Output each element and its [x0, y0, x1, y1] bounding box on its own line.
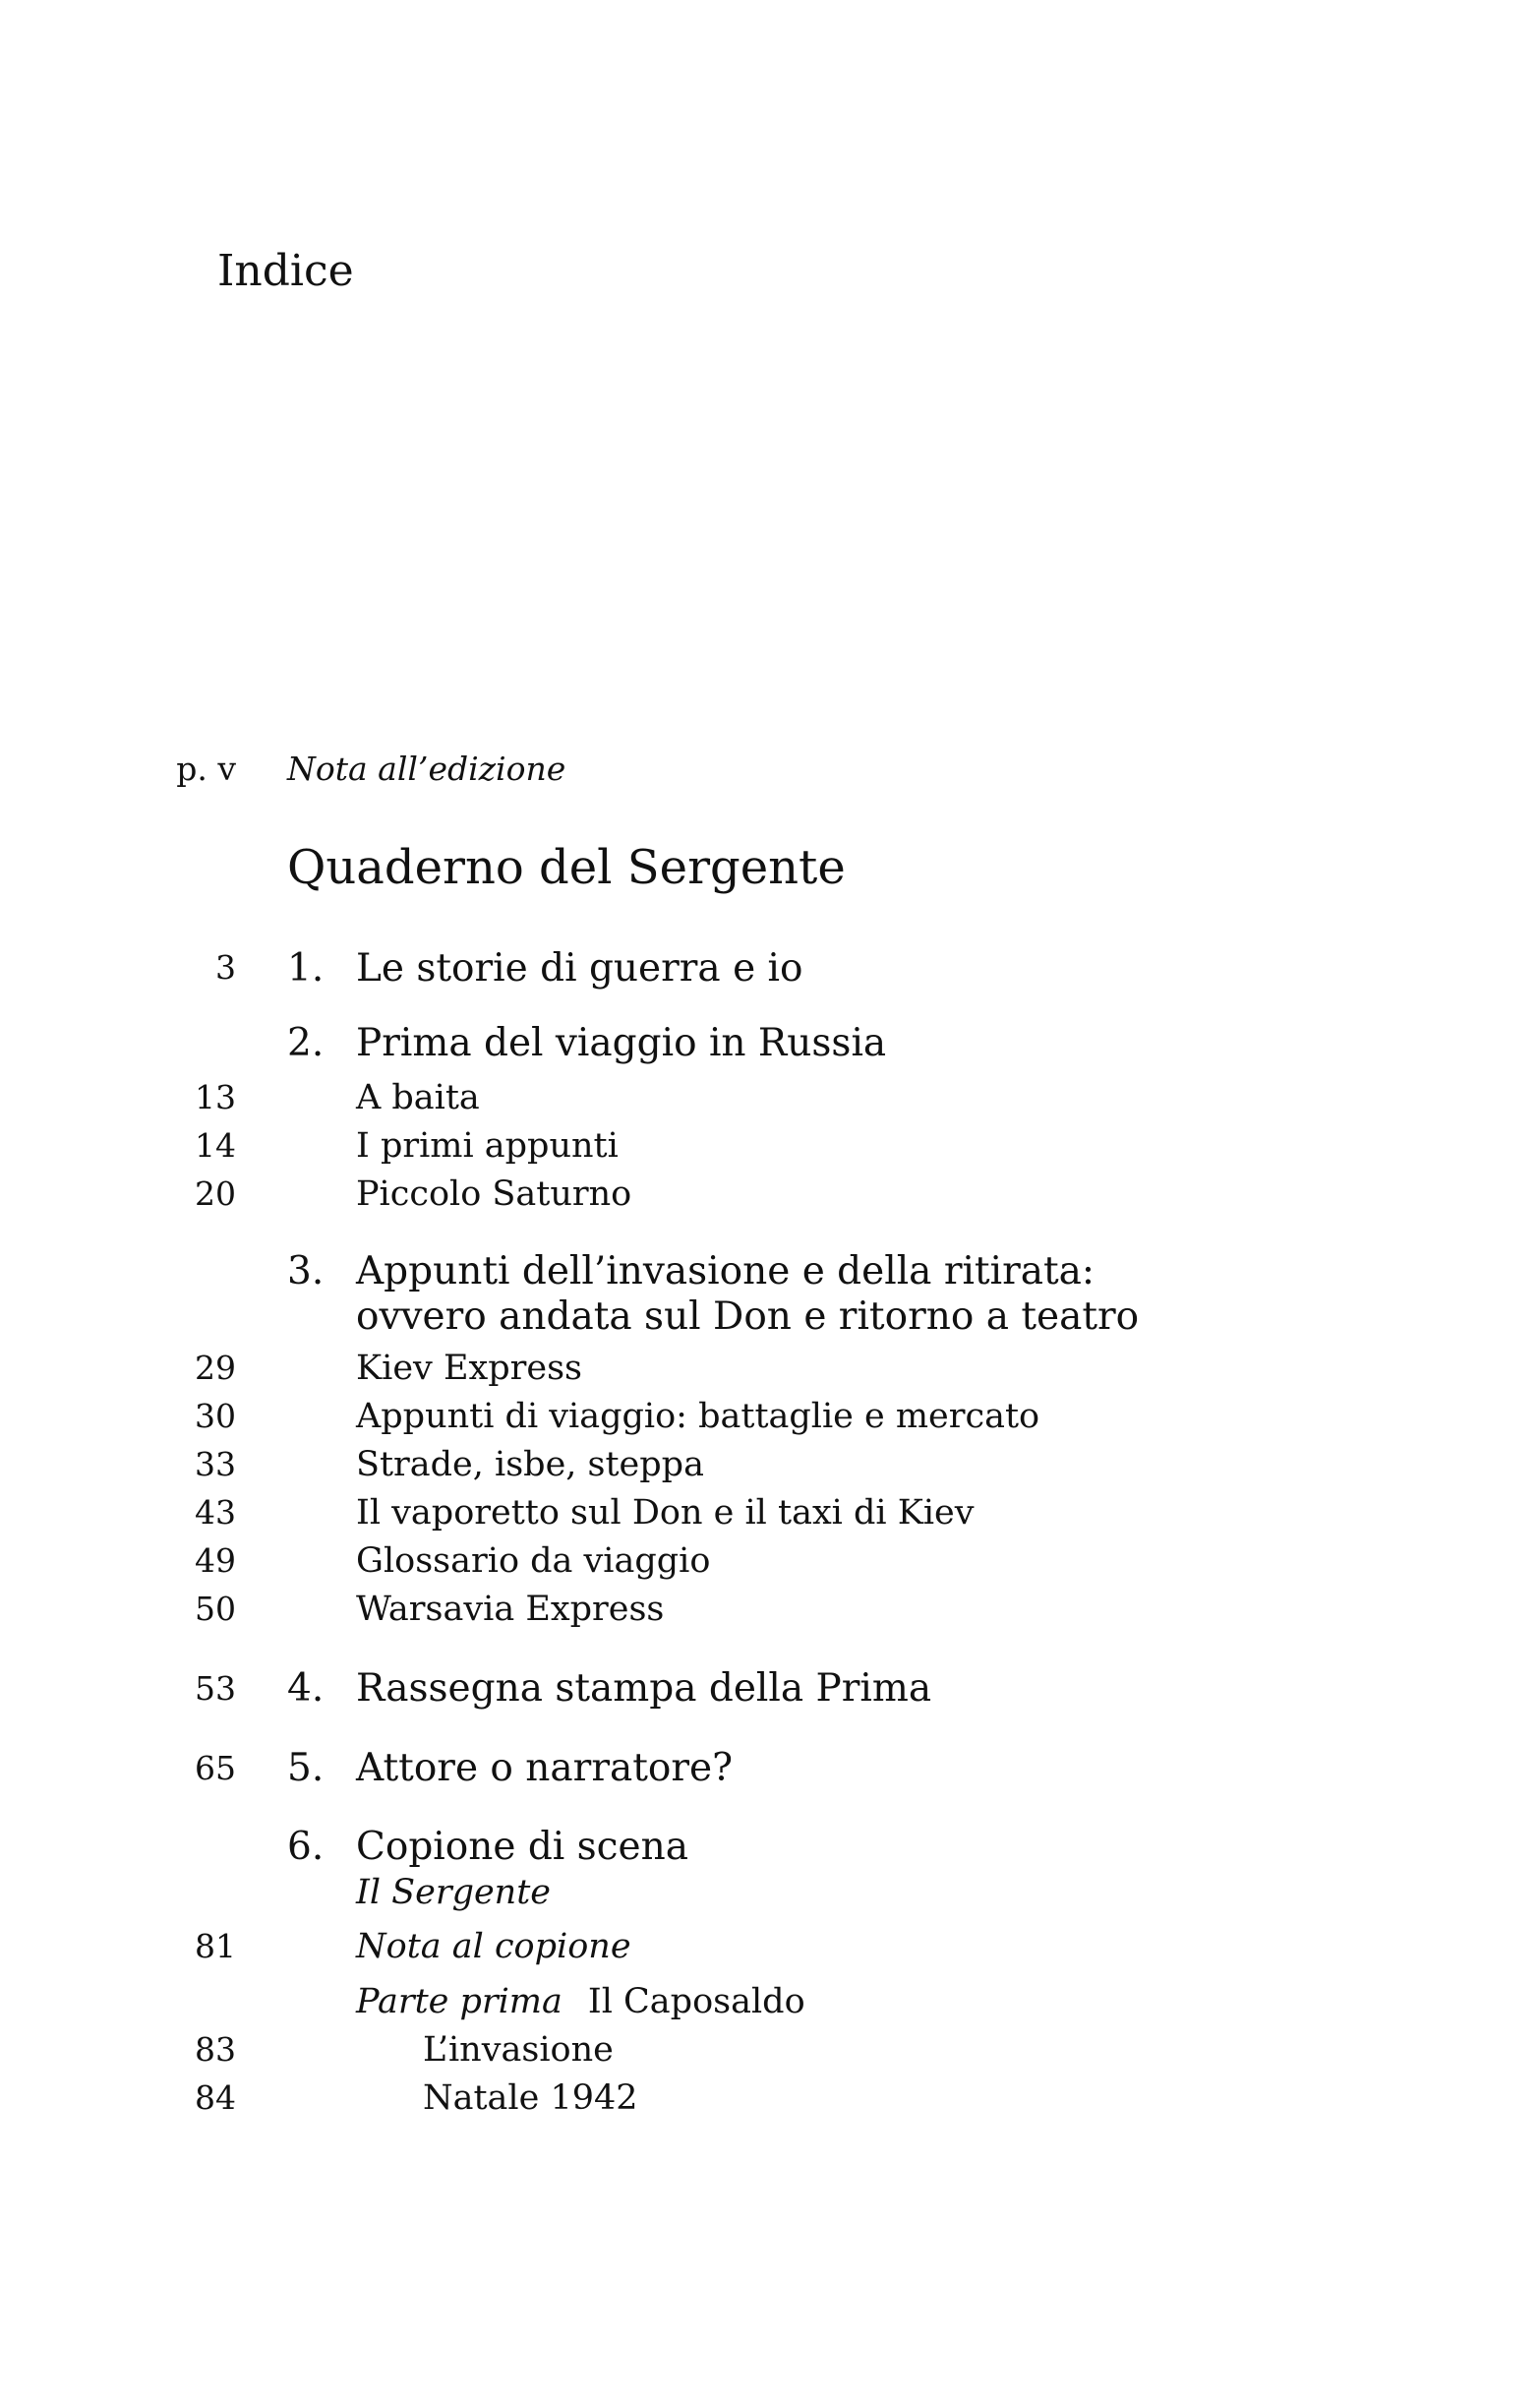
toc-entry-subsection[interactable]: A baita — [356, 1078, 480, 1117]
toc-entry-subsection[interactable]: Glossario da viaggio — [356, 1541, 711, 1581]
toc-page-number: 13 — [195, 1078, 236, 1116]
toc-page-number: 29 — [195, 1349, 236, 1387]
toc-entry-chapter[interactable]: Attore o narratore? — [356, 1746, 733, 1790]
chapter-number: 2. — [287, 1021, 325, 1065]
section-title: Quaderno del Sergente — [287, 840, 846, 895]
toc-page-number: 81 — [195, 1927, 236, 1965]
toc-entry-subsection[interactable]: I primi appunti — [356, 1126, 619, 1166]
toc-entry-subsection[interactable]: Natale 1942 — [423, 2078, 638, 2118]
toc-page-number: 43 — [195, 1493, 236, 1532]
toc-entry-subsection[interactable]: Kiev Express — [356, 1349, 583, 1388]
toc-page-number: 83 — [195, 2030, 236, 2069]
toc-entry-part[interactable] — [356, 1979, 805, 2024]
toc-entry-subsection[interactable]: L’invasione — [423, 2030, 614, 2070]
toc-page-number: 14 — [195, 1126, 236, 1165]
toc-entry-chapter-continued[interactable]: ovvero andata sul Don e ritorno a teatro — [356, 1294, 1140, 1339]
toc-page-number: 20 — [195, 1174, 236, 1213]
toc-entry-nota-copione[interactable]: Nota al copione — [356, 1927, 631, 1966]
toc-entry-chapter-subtitle[interactable]: Il Sergente — [356, 1873, 552, 1912]
toc-entry-chapter[interactable]: Copione di scena — [356, 1825, 688, 1869]
toc-entry-subsection[interactable]: Strade, isbe, steppa — [356, 1445, 704, 1484]
toc-page-number: 65 — [195, 1749, 236, 1787]
toc-page-number: 84 — [195, 2078, 236, 2117]
toc-page-number: 3 — [215, 948, 236, 987]
toc-entry-subsection[interactable]: Piccolo Saturno — [356, 1174, 632, 1214]
toc-page-number: 49 — [195, 1541, 236, 1580]
part-title: Il Caposaldo — [587, 1982, 805, 2021]
toc-entry-chapter[interactable]: Le storie di guerra e io — [356, 946, 803, 991]
toc-page-number: p. v — [176, 750, 236, 788]
toc-entry-subsection[interactable]: Il vaporetto sul Don e il taxi di Kiev — [356, 1493, 975, 1533]
toc-entry-subsection[interactable]: Appunti di viaggio: battaglie e mercato — [356, 1397, 1040, 1436]
toc-entry-chapter[interactable]: Appunti dell’invasione e della ritirata: — [356, 1249, 1096, 1293]
toc-entry-chapter[interactable]: Prima del viaggio in Russia — [356, 1021, 887, 1065]
part-label: Parte prima — [356, 1982, 563, 2021]
chapter-number: 3. — [287, 1249, 325, 1293]
page-title: Indice — [217, 246, 354, 296]
toc-page-number: 33 — [195, 1445, 236, 1483]
toc-page-number: 53 — [195, 1669, 236, 1708]
toc-page-number: 50 — [195, 1590, 236, 1628]
chapter-number: 6. — [287, 1825, 325, 1869]
chapter-number: 1. — [287, 946, 325, 991]
toc-entry-nota[interactable]: Nota all’edizione — [287, 750, 566, 788]
toc-entry-chapter[interactable]: Rassegna stampa della Prima — [356, 1666, 932, 1711]
chapter-number: 4. — [287, 1666, 325, 1711]
toc-entry-subsection[interactable]: Warsavia Express — [356, 1590, 665, 1629]
chapter-number: 5. — [287, 1746, 325, 1790]
toc-page-number: 30 — [195, 1397, 236, 1435]
